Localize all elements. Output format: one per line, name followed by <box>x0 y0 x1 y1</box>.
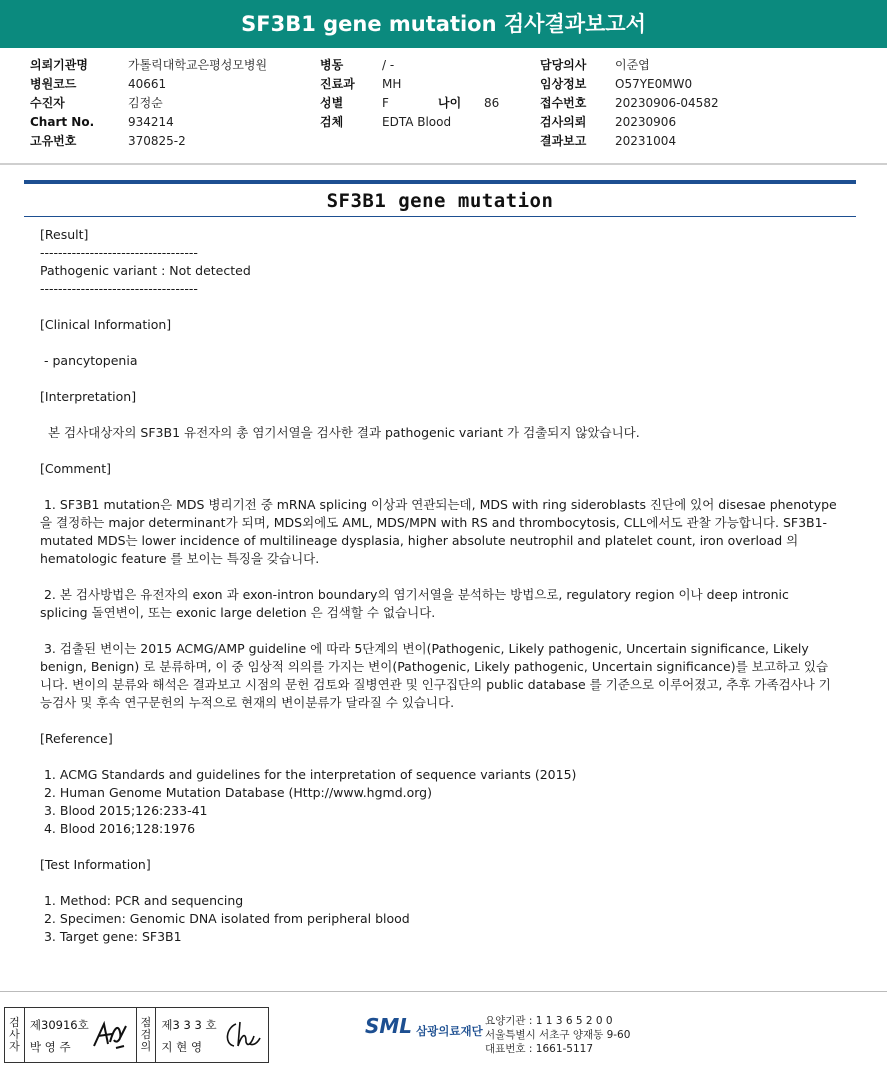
header-row-chart-no <box>30 113 267 132</box>
header-row-physician <box>540 56 719 75</box>
dash-line: ----------------------------------- <box>40 245 198 260</box>
header-value: MH <box>382 77 402 91</box>
sml-branding <box>365 1013 483 1039</box>
title-bottom-rule <box>24 216 856 217</box>
header-label: 담당의사 <box>540 58 587 72</box>
comment-item: 2. 본 검사방법은 유전자의 exon 과 exon-intron boundary의 염기서열을 분석하는 방법으로, regulatory region 이나 deep intronic splicing 돌연변이, 또는 exonic large deletion 은 검색할 수 없습니다. <box>40 587 793 620</box>
header-row-receipt-no <box>540 94 719 113</box>
dash-line: ----------------------------------- <box>40 281 198 296</box>
header-row-specimen <box>320 113 499 132</box>
organization-info <box>485 1014 630 1056</box>
header-label: 고유번호 <box>30 134 77 148</box>
reference-item: 2. Human Genome Mutation Database (Http://www.hgmd.org) <box>40 785 432 800</box>
header-value: F <box>382 96 389 110</box>
result-text: Pathogenic variant : Not detected <box>40 263 251 278</box>
header-label: 검체 <box>320 115 344 129</box>
header-label: 성별 <box>320 96 344 110</box>
footer-divider <box>0 991 887 992</box>
header-label: 접수번호 <box>540 96 587 110</box>
reviewer-name: 지 현 영 <box>161 1040 203 1054</box>
clinical-text: - pancytopenia <box>40 353 138 368</box>
organization-name: 삼광의료재단 <box>416 1024 483 1038</box>
header-value: 934214 <box>128 115 174 129</box>
header-row-ward <box>320 56 499 75</box>
examiner-signature <box>90 1018 130 1052</box>
comment-heading: [Comment] <box>40 461 111 476</box>
examiner-label: 검 사 자 <box>5 1008 25 1062</box>
report-banner-title: SF3B1 gene mutation 검사결과보고서 <box>0 0 887 48</box>
header-value: 김정순 <box>128 96 163 110</box>
header-row-request-date <box>540 113 719 132</box>
interpretation-heading: [Interpretation] <box>40 389 137 404</box>
test-info-item: 3. Target gene: SF3B1 <box>40 929 182 944</box>
header-row-department <box>320 75 499 94</box>
examiner-name: 박 영 주 <box>29 1040 71 1054</box>
reviewer-signature <box>222 1018 262 1052</box>
header-row-id-number <box>30 132 267 151</box>
interpretation-text: 본 검사대상자의 SF3B1 유전자의 총 염기서열을 검사한 결과 pathogenic variant 가 검출되지 않았습니다. <box>40 425 640 440</box>
reference-heading: [Reference] <box>40 731 113 746</box>
report-area <box>0 166 887 988</box>
title-top-rule <box>24 180 856 184</box>
result-heading: [Result] <box>40 227 89 242</box>
header-label: 수진자 <box>30 96 65 110</box>
header-row-report-date <box>540 132 719 151</box>
age-value: 86 <box>484 96 500 110</box>
reviewer-cell <box>156 1008 268 1062</box>
report-title: SF3B1 gene mutation <box>326 190 554 212</box>
header-label: 검사의뢰 <box>540 115 587 129</box>
clinical-heading: [Clinical Information] <box>40 317 172 332</box>
reference-item: 3. Blood 2015;126:233-41 <box>40 803 208 818</box>
header-label: Chart No. <box>30 115 95 129</box>
test-info-item: 1. Method: PCR and sequencing <box>40 893 244 908</box>
reference-item: 1. ACMG Standards and guidelines for the interpretation of sequence variants (2015) <box>40 767 577 782</box>
header-column-2 <box>320 56 499 132</box>
header-value: 20230906-04582 <box>615 96 719 110</box>
test-info-heading: [Test Information] <box>40 857 151 872</box>
age-label: 나이 <box>438 96 462 110</box>
header-label: 의뢰기관명 <box>30 58 88 72</box>
comment-item: 3. 검출된 변이는 2015 ACMG/AMP guideline 에 따라 5단계의 변이(Pathogenic, Likely pathogenic, Uncertain significance, Likely benign, Benign) 로 분류하며, 이 중 임상적 의의를 가지는 변이(Pathogenic, Likely pathogenic, Uncertain significance)를 보고하고 있습니다. 변이의 분류와 해석은 결과보고 시점의 문헌 검토와 질병연관 및 인구집단의 public database 를 기준으로 이루어졌고, 추후 가족검사나 기능검사 및 후속 연구문헌의 누적으로 현재의 변이분류가 달라질 수 있습니다. <box>40 641 831 710</box>
organization-address: 서울특별시 서초구 양재동 9-60 <box>485 1029 631 1041</box>
header-label: 병원코드 <box>30 77 77 91</box>
header-value: EDTA Blood <box>382 115 452 129</box>
header-row-institution <box>30 56 267 75</box>
header-value: 370825-2 <box>128 134 186 148</box>
report-body <box>40 226 840 946</box>
reviewer-label: 점 검 의 <box>137 1008 157 1062</box>
header-row-hospital-code <box>30 75 267 94</box>
header-value: 20231004 <box>615 134 677 148</box>
header-label: 병동 <box>320 58 344 72</box>
examiner-cell <box>25 1008 137 1062</box>
header-label: 진료과 <box>320 77 355 91</box>
header-column-1 <box>30 56 267 151</box>
header-value: 이준엽 <box>615 58 650 72</box>
care-institution-code: 요양기관 : 1 1 3 6 5 2 0 0 <box>485 1015 613 1027</box>
header-label: 결과보고 <box>540 134 587 148</box>
header-value: O57YE0MW0 <box>615 77 693 91</box>
header-column-3 <box>540 56 719 151</box>
reference-item: 4. Blood 2016;128:1976 <box>40 821 196 836</box>
header-row-sex-age <box>320 94 499 113</box>
header-row-patient <box>30 94 267 113</box>
reviewer-license-no: 제3 3 3 호 <box>161 1018 217 1032</box>
organization-phone: 대표번호 : 1661-5117 <box>485 1043 594 1055</box>
test-info-item: 2. Specimen: Genomic DNA isolated from peripheral blood <box>40 911 410 926</box>
header-label: 임상정보 <box>540 77 587 91</box>
header-value: 가톨릭대학교은평성모병원 <box>128 58 268 72</box>
header-row-clinical-info <box>540 75 719 94</box>
header-value: 20230906 <box>615 115 677 129</box>
comment-item: 1. SF3B1 mutation은 MDS 병리기전 중 mRNA splicing 이상과 연관되는데, MDS with ring sideroblasts 진단에 있어 disesae phenotype 을 결정하는 major determinant가 되며, MDS외에도 AML, MDS/MPN with RS and thrombocytosis, CLL에서도 관찰 가능합니다. SF3B1-mutated MDS는 lower incidence of multilineage dysplasia, higher absolute neutrophil and platelet count, iron overload 의 hematologic feature 를 보이는 특징을 갖습니다. <box>40 497 841 566</box>
examiner-license-no: 제30916호 <box>29 1018 89 1032</box>
header-value: 40661 <box>128 77 167 91</box>
signature-box <box>4 1007 269 1063</box>
header-value: / - <box>382 58 395 72</box>
header-divider <box>0 163 887 165</box>
sml-logo: SML <box>365 1014 413 1038</box>
